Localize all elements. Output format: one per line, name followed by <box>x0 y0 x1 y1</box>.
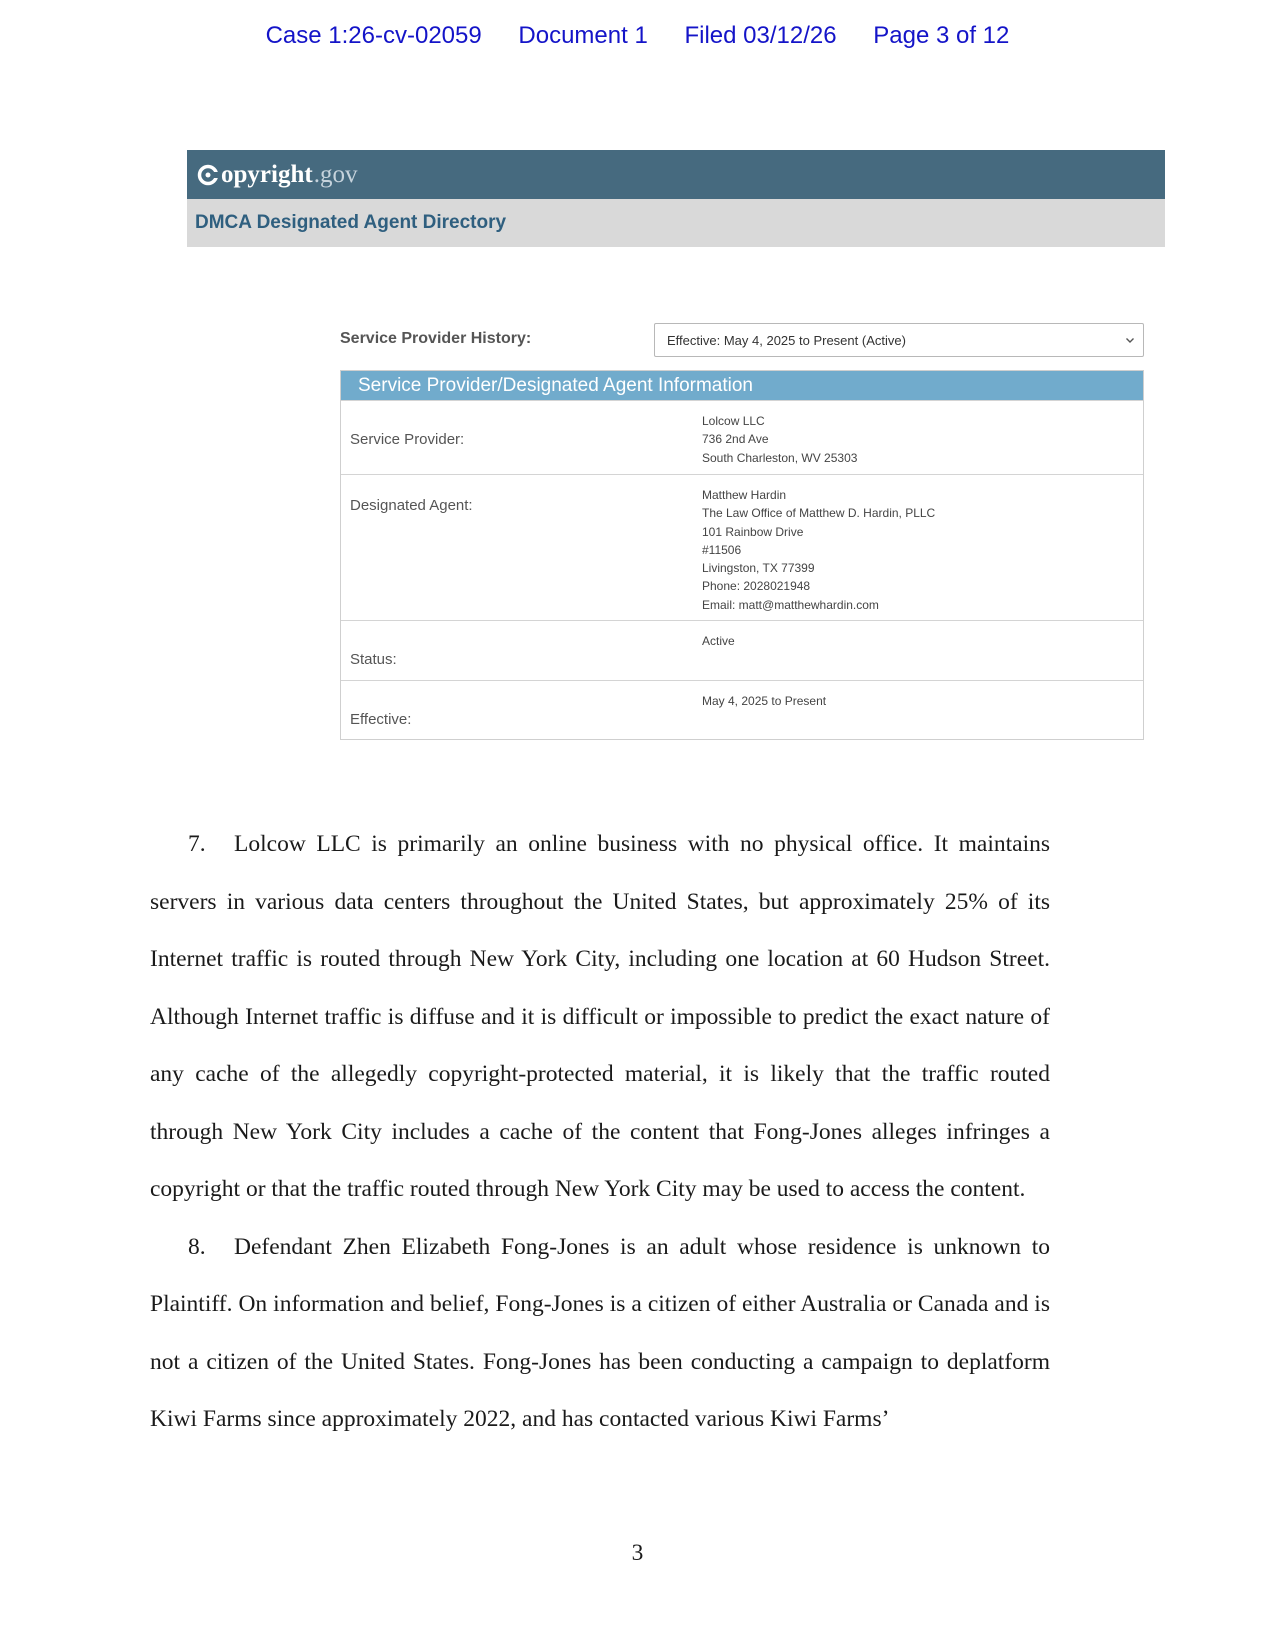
effective-label: Effective: <box>350 711 412 728</box>
agent-line: 101 Rainbow Drive <box>702 524 804 539</box>
ecf-header <box>0 22 1275 50</box>
copyright-c-icon <box>197 164 219 186</box>
page-number: 3 <box>631 1540 644 1566</box>
logo-gov-suffix: .gov <box>313 160 358 188</box>
paragraph-7 <box>150 816 1050 1219</box>
agent-line: Livingston, TX 77399 <box>702 561 815 576</box>
designated-agent-row <box>341 474 1143 620</box>
panel-title: Service Provider/Designated Agent Information <box>341 371 1143 400</box>
logo-wordmark: opyright <box>221 160 313 188</box>
document-number: Document 1 <box>518 22 648 49</box>
pleading-body <box>150 816 1050 1449</box>
chevron-down-icon <box>1125 337 1135 344</box>
status-row <box>341 620 1143 680</box>
status-value: Active <box>702 634 735 648</box>
copyright-gov-banner <box>187 150 1165 199</box>
agent-line: Matthew Hardin <box>702 488 787 502</box>
filed-date: Filed 03/12/26 <box>684 22 837 49</box>
service-provider-row <box>341 400 1143 474</box>
designated-agent-label: Designated Agent: <box>350 497 473 514</box>
paragraph-8 <box>150 1219 1050 1449</box>
directory-title: DMCA Designated Agent Directory <box>195 212 507 233</box>
history-select-value: Effective: May 4, 2025 to Present (Active) <box>667 332 906 348</box>
provider-line: 736 2nd Ave <box>702 432 769 447</box>
case-number: Case 1:26-cv-02059 <box>265 22 482 49</box>
agent-info-panel <box>340 370 1144 740</box>
directory-title-bar <box>187 199 1165 247</box>
service-provider-value <box>702 412 857 467</box>
page-indicator: Page 3 of 12 <box>873 22 1010 49</box>
effective-row <box>341 680 1143 739</box>
provider-line: Lolcow LLC <box>702 414 765 428</box>
agent-line: Email: matt@matthewhardin.com <box>702 597 879 612</box>
paragraph-number: 7. <box>188 831 206 857</box>
designated-agent-value <box>702 486 935 614</box>
copyright-gov-logo[interactable] <box>197 161 357 189</box>
provider-line: South Charleston, WV 25303 <box>702 450 858 465</box>
history-select[interactable] <box>654 323 1144 357</box>
history-label: Service Provider History: <box>340 330 532 347</box>
paragraph-text: Defendant Zhen Elizabeth Fong-Jones is an adult whose residence is unknown to Plaintiff. On information and belief, Fong-Jones is a citizen of either Australia or Canada and is not a citizen of the United States. Fong-Jones has been conducting a campaign to deplatform Kiwi Farms since approximately 2022, and has contacted various Kiwi Farms’ <box>150 1233 1050 1432</box>
agent-line: Phone: 2028021948 <box>702 579 811 594</box>
agent-line: The Law Office of Matthew D. Hardin, PLLC <box>702 506 936 521</box>
service-provider-label: Service Provider: <box>350 431 465 448</box>
paragraph-number: 8. <box>188 1233 206 1260</box>
agent-line: #11506 <box>702 542 742 557</box>
paragraph-text: Lolcow LLC is primarily an online business with no physical office. It maintains servers in various data centers throughout the United States, but approximately 25% of its Internet traffic is routed through New York City, including one location at 60 Hudson Street. Although Internet traffic is diffuse and it is difficult or impossible to predict the exact nature of any cache of the allegedly copyright-protected material, it is likely that the traffic routed through New York City includes a cache of the content that Fong-Jones alleges infringes a copyright or that the traffic routed through New York City may be used to access the content. <box>150 831 1050 1202</box>
effective-value: May 4, 2025 to Present <box>702 694 827 708</box>
status-label: Status: <box>350 651 397 668</box>
